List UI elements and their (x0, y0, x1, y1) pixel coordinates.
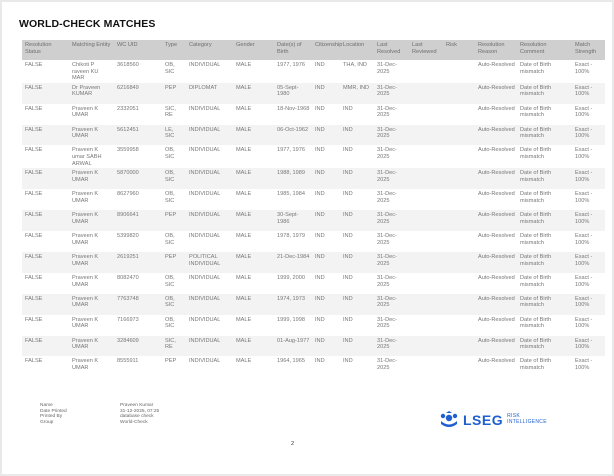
table-cell: Auto-Resolved (478, 170, 515, 177)
column-header: Date(s) of Birth (274, 40, 312, 60)
table-cell: Exact - 100% (575, 147, 593, 161)
table-cell: POLITICAL INDIVIDUAL (189, 254, 221, 267)
logo-wordmark: LSEG (463, 412, 504, 428)
table-cell: Exact - 100% (575, 62, 593, 75)
table-cell: Date of Birth mismatch (520, 212, 552, 225)
page-title: WORLD-CHECK MATCHES (19, 18, 156, 30)
table-cell: MALE (236, 105, 252, 112)
table-cell: Date of Birth mismatch (520, 126, 552, 140)
table-cell: Date of Birth mismatch (520, 170, 552, 184)
column-header: Type (162, 40, 186, 60)
table-cell: 3618560 (117, 62, 139, 68)
table-cell: IND (343, 105, 353, 112)
table-cell (409, 210, 443, 231)
table-row (22, 294, 605, 315)
table-cell: INDIVIDUAL (189, 316, 221, 323)
footer-labels (40, 403, 67, 425)
table-cell (443, 273, 475, 294)
table-cell (409, 356, 443, 377)
footer-value-name: Praveen Kumar (120, 403, 154, 408)
table-cell: 8555911 (117, 358, 139, 365)
table-cell: MALE (236, 84, 252, 91)
table-row (22, 336, 605, 357)
table-cell (409, 104, 443, 125)
table-cell: Exact - 100% (575, 84, 593, 98)
table-cell: IND (343, 126, 353, 133)
table-cell: Exact - 100% (575, 274, 593, 288)
table-cell: 1999, 1998 (277, 316, 305, 323)
table-cell: MALE (236, 62, 252, 68)
table-cell: MALE (236, 295, 252, 302)
table-cell: IND (315, 295, 325, 302)
column-header: Matching Entity (69, 40, 114, 60)
table-cell: Exact - 100% (575, 105, 593, 119)
table-cell: Date of Birth mismatch (520, 295, 552, 309)
table-cell: OB, SIC (165, 316, 175, 330)
table-cell: MALE (236, 170, 252, 177)
table-cell: THA, IND (343, 62, 367, 68)
table-cell: Exact - 100% (575, 170, 593, 184)
table-cell (443, 231, 475, 252)
table-cell: MALE (236, 191, 252, 198)
table-cell: 18-Nov-1968 (277, 105, 310, 112)
column-header: Location (340, 40, 374, 60)
table-cell (409, 273, 443, 294)
table-cell: 8082470 (117, 274, 139, 281)
table-cell: Praveen K UMAR (72, 274, 99, 288)
table-cell: Date of Birth mismatch (520, 274, 552, 288)
table-cell: Auto-Resolved (478, 254, 515, 261)
table-row (22, 60, 605, 83)
table-cell: Exact - 100% (575, 212, 593, 225)
table-cell: IND (343, 358, 353, 365)
table-cell: INDIVIDUAL (189, 337, 221, 344)
table-cell: OB, SIC (165, 62, 175, 75)
column-header: Resolution Status (22, 40, 69, 60)
table-cell (409, 125, 443, 146)
table-cell: INDIVIDUAL (189, 358, 221, 365)
table-cell: 1988, 1989 (277, 170, 305, 177)
table-cell: Date of Birth mismatch (520, 233, 552, 246)
table-cell: IND (315, 254, 325, 261)
footer-value-group: World-Check (120, 419, 148, 425)
table-cell: 31-Dec-2025 (377, 295, 397, 309)
table-cell: 31-Dec-2025 (377, 126, 397, 140)
table-cell: IND (315, 147, 325, 154)
table-cell (443, 125, 475, 146)
table-cell: IND (315, 358, 325, 365)
table-row (22, 210, 605, 231)
table-cell: 31-Dec-2025 (377, 254, 397, 267)
table-cell (409, 83, 443, 104)
table-cell: Praveen K UMAR (72, 191, 99, 204)
table-cell: Praveen K UMAR (72, 295, 99, 309)
table-row (22, 273, 605, 294)
footer-label-group: Group (40, 419, 54, 425)
table-cell: IND (343, 316, 353, 323)
table-cell: INDIVIDUAL (189, 212, 221, 219)
column-header: Citizenship (312, 40, 340, 60)
table-cell: OB, SIC (165, 295, 175, 309)
table-cell: INDIVIDUAL (189, 105, 221, 112)
table-cell: 30-Sept-1986 (277, 212, 299, 225)
table-cell (443, 168, 475, 189)
table-cell: Praveen K umar SABH ARWAL (72, 147, 102, 167)
table-cell: Praveen K UMAR (72, 316, 99, 330)
table-cell: INDIVIDUAL (189, 233, 221, 240)
table-cell (409, 145, 443, 168)
table-cell: FALSE (25, 126, 43, 133)
table-cell: 3559958 (117, 147, 139, 154)
table-row (22, 356, 605, 377)
table-cell: 7763748 (117, 295, 139, 302)
table-cell: OB, SIC (165, 191, 175, 204)
table-cell: INDIVIDUAL (189, 147, 221, 154)
table-cell: Date of Birth mismatch (520, 191, 552, 204)
table-cell: Date of Birth mismatch (520, 316, 552, 330)
table-cell: Auto-Resolved (478, 295, 515, 302)
table-cell: Exact - 100% (575, 316, 593, 330)
table-cell: IND (315, 337, 325, 344)
table-cell (409, 336, 443, 357)
footer-label-name: Name (40, 403, 53, 408)
table-cell: INDIVIDUAL (189, 191, 221, 198)
table-cell: Praveen K UMAR (72, 170, 99, 184)
table-cell: 7166973 (117, 316, 139, 323)
table-cell: Exact - 100% (575, 191, 593, 204)
table-cell: 31-Dec-2025 (377, 274, 397, 288)
logo-subtitle-line-1: RISK (507, 413, 520, 420)
table-cell: IND (343, 233, 353, 240)
table-cell: Exact - 100% (575, 254, 593, 267)
table-cell: PEP (165, 212, 177, 219)
table-cell: Date of Birth mismatch (520, 358, 552, 372)
table-cell: INDIVIDUAL (189, 295, 221, 302)
table-cell: 1964, 1965 (277, 358, 305, 365)
footer-value-printed-by: database check (120, 414, 154, 420)
table-row (22, 145, 605, 168)
table-cell: IND (315, 126, 325, 133)
table-cell (443, 336, 475, 357)
table-cell: 5612451 (117, 126, 139, 133)
footer-value-date-printed: 31-12-2025, 07:25 (120, 408, 160, 414)
table-cell: IND (315, 62, 325, 68)
table-cell: FALSE (25, 316, 43, 323)
table-cell: Auto-Resolved (478, 274, 515, 281)
table-cell: FALSE (25, 147, 43, 154)
table-cell: 21-Dec-1984 (277, 254, 310, 261)
table-cell: Auto-Resolved (478, 84, 515, 91)
table-cell: FALSE (25, 170, 43, 177)
table-cell: Praveen K UMAR (72, 233, 99, 246)
table-cell (443, 145, 475, 168)
table-cell: Exact - 100% (575, 126, 593, 140)
table-cell: 1978, 1979 (277, 233, 305, 240)
table-cell: Auto-Resolved (478, 212, 515, 219)
table-cell: Dr Praveen KUMAR (72, 84, 101, 98)
table-cell (409, 315, 443, 336)
table-cell: IND (315, 170, 325, 177)
table-cell: 5399820 (117, 233, 139, 240)
table-cell: OB, SIC (165, 147, 175, 161)
table-cell: Date of Birth mismatch (520, 84, 552, 98)
table-cell: 1977, 1976 (277, 147, 305, 154)
table-row (22, 168, 605, 189)
column-header: Category (186, 40, 233, 60)
matches-table (22, 40, 605, 377)
footer-label-printed-by: Printed By (40, 414, 63, 420)
table-cell: 31-Dec-2025 (377, 62, 397, 75)
table-cell: 5870000 (117, 170, 139, 177)
table-cell: 1974, 1973 (277, 295, 305, 302)
table-cell: IND (315, 191, 325, 198)
table-cell: FALSE (25, 105, 43, 112)
table-cell: 31-Dec-2025 (377, 84, 397, 98)
table-cell: Praveen K UMAR (72, 254, 99, 267)
table-cell: 31-Dec-2025 (377, 233, 397, 246)
table-cell (443, 252, 475, 273)
table-cell: 31-Dec-2025 (377, 212, 397, 225)
table-cell: Praveen K UMAR (72, 358, 99, 372)
table-cell: MALE (236, 316, 252, 323)
table-cell: MALE (236, 233, 252, 240)
table-cell: Auto-Resolved (478, 126, 515, 133)
table-row (22, 315, 605, 336)
table-cell: 3284609 (117, 337, 139, 344)
table-cell: SIC, RE (165, 105, 176, 119)
table-cell: Auto-Resolved (478, 358, 515, 365)
table-cell: 06-Oct-1962 (277, 126, 309, 133)
table-cell: FALSE (25, 212, 43, 219)
table-cell: PEP (165, 84, 177, 91)
table-cell: IND (343, 337, 353, 344)
table-cell (443, 315, 475, 336)
column-header: Gender (233, 40, 274, 60)
table-cell: IND (343, 147, 353, 154)
table-cell: Auto-Resolved (478, 147, 515, 154)
table-cell (443, 294, 475, 315)
table-cell: FALSE (25, 191, 43, 198)
table-cell (409, 252, 443, 273)
table-cell: 01-Aug-1977 (277, 337, 310, 344)
table-cell: IND (315, 316, 325, 323)
table-cell: FALSE (25, 295, 43, 302)
table-cell: OB, SIC (165, 170, 175, 184)
table-cell: MALE (236, 147, 252, 154)
table-cell: MALE (236, 358, 252, 365)
table-cell (409, 231, 443, 252)
table-cell (443, 210, 475, 231)
table-cell: Auto-Resolved (478, 337, 515, 344)
table-cell: INDIVIDUAL (189, 274, 221, 281)
table-cell: PEP (165, 254, 177, 261)
column-header: WC UID (114, 40, 162, 60)
table-cell: 1977, 1976 (277, 62, 305, 68)
table-cell: Auto-Resolved (478, 191, 515, 198)
table-cell: IND (315, 105, 325, 112)
table-cell (443, 83, 475, 104)
table-cell (409, 294, 443, 315)
table-cell: 8627960 (117, 191, 139, 198)
table-body (22, 60, 605, 377)
table-cell: IND (343, 254, 353, 261)
table-cell: IND (315, 212, 325, 219)
table-cell: 31-Dec-2025 (377, 316, 397, 330)
table-cell: IND (343, 274, 353, 281)
table-cell: Date of Birth mismatch (520, 105, 552, 119)
table-cell: IND (315, 84, 325, 91)
table-cell: 31-Dec-2025 (377, 170, 397, 184)
table-cell: INDIVIDUAL (189, 170, 221, 177)
table-cell: 2332051 (117, 105, 139, 112)
table-cell: Praveen K UMAR (72, 212, 99, 225)
table-row (22, 231, 605, 252)
table-cell: IND (343, 295, 353, 302)
table-cell: MALE (236, 274, 252, 281)
header-row (22, 40, 605, 60)
table-cell: Exact - 100% (575, 233, 593, 246)
table-row (22, 104, 605, 125)
table-cell: Exact - 100% (575, 295, 593, 309)
table-cell: OB, SIC (165, 274, 175, 288)
logo-subtitle (507, 414, 547, 425)
table-cell: INDIVIDUAL (189, 62, 221, 68)
table-row (22, 83, 605, 104)
table-cell: 05-Sept-1980 (277, 84, 299, 98)
table-cell: 2619251 (117, 254, 139, 261)
table-cell: SIC, RE (165, 337, 176, 351)
table-cell: IND (343, 212, 353, 219)
table-cell: DIPLOMAT (189, 84, 218, 91)
table-cell: FALSE (25, 254, 43, 261)
table-cell: Date of Birth mismatch (520, 337, 552, 351)
table-cell: PEP (165, 358, 177, 365)
table-cell (443, 104, 475, 125)
table-cell: INDIVIDUAL (189, 126, 221, 133)
page-number: 2 (291, 441, 295, 447)
table-cell: Date of Birth mismatch (520, 62, 552, 75)
lseg-logo (439, 411, 547, 429)
table-cell: Date of Birth mismatch (520, 254, 552, 267)
table-row (22, 252, 605, 273)
table-cell: Auto-Resolved (478, 62, 515, 68)
table-cell: FALSE (25, 337, 43, 344)
lseg-emblem-icon (439, 411, 459, 429)
table-cell (409, 60, 443, 83)
table-cell: 31-Dec-2025 (377, 358, 397, 372)
table-cell: Exact - 100% (575, 337, 593, 351)
table-cell: Chikoti P raveen KU MAR (72, 62, 99, 82)
table-cell (443, 356, 475, 377)
table-cell: 31-Dec-2025 (377, 337, 397, 351)
table-cell: 6216849 (117, 84, 139, 91)
table-cell: Exact - 100% (575, 358, 593, 372)
table-cell: FALSE (25, 274, 43, 281)
table-cell: 31-Dec-2025 (377, 105, 397, 119)
table-cell: MALE (236, 254, 252, 261)
table-cell: OB, SIC (165, 233, 175, 246)
table-cell (409, 189, 443, 210)
table-cell: IND (343, 191, 353, 198)
table-row (22, 125, 605, 146)
table-cell: FALSE (25, 233, 43, 240)
table-cell: Auto-Resolved (478, 233, 515, 240)
table-cell: IND (315, 233, 325, 240)
table-cell: Auto-Resolved (478, 105, 515, 112)
footer-label-date-printed: Date Printed (40, 408, 67, 414)
report-page (2, 2, 612, 474)
table-cell: 1999, 2000 (277, 274, 305, 281)
table-cell: LE, SIC (165, 126, 175, 140)
table-cell: FALSE (25, 84, 43, 91)
table-cell: 8906641 (117, 212, 139, 219)
table-cell: 31-Dec-2025 (377, 147, 397, 161)
column-header: Last Resolved (374, 40, 409, 60)
column-header: Last Reviewed (409, 40, 443, 60)
table-cell (443, 189, 475, 210)
table-cell (409, 168, 443, 189)
table-cell: Praveen K UMAR (72, 337, 99, 351)
table-cell: FALSE (25, 358, 43, 365)
table-cell: MALE (236, 126, 252, 133)
column-header: Risk (443, 40, 475, 60)
table-cell (443, 60, 475, 83)
table-cell: IND (343, 170, 353, 177)
table-cell: 31-Dec-2025 (377, 191, 397, 204)
table-cell: IND (315, 274, 325, 281)
table-cell: 1985, 1984 (277, 191, 305, 198)
table-header (22, 40, 605, 60)
table-cell: Praveen K UMAR (72, 105, 99, 119)
table-cell: MMR, IND (343, 84, 370, 91)
table-cell: Praveen K UMAR (72, 126, 99, 140)
table-cell: MALE (236, 212, 252, 219)
column-header: Resolution Reason (475, 40, 517, 60)
table-row (22, 189, 605, 210)
logo-subtitle-line-2: INTELLIGENCE (507, 419, 547, 425)
column-header: Resolution Comment (517, 40, 572, 60)
table-cell: Date of Birth mismatch (520, 147, 552, 161)
table-cell: Auto-Resolved (478, 316, 515, 323)
column-header: Match Strength (572, 40, 605, 60)
table-cell: MALE (236, 337, 252, 344)
footer-values (120, 403, 159, 425)
table-cell: FALSE (25, 62, 43, 68)
